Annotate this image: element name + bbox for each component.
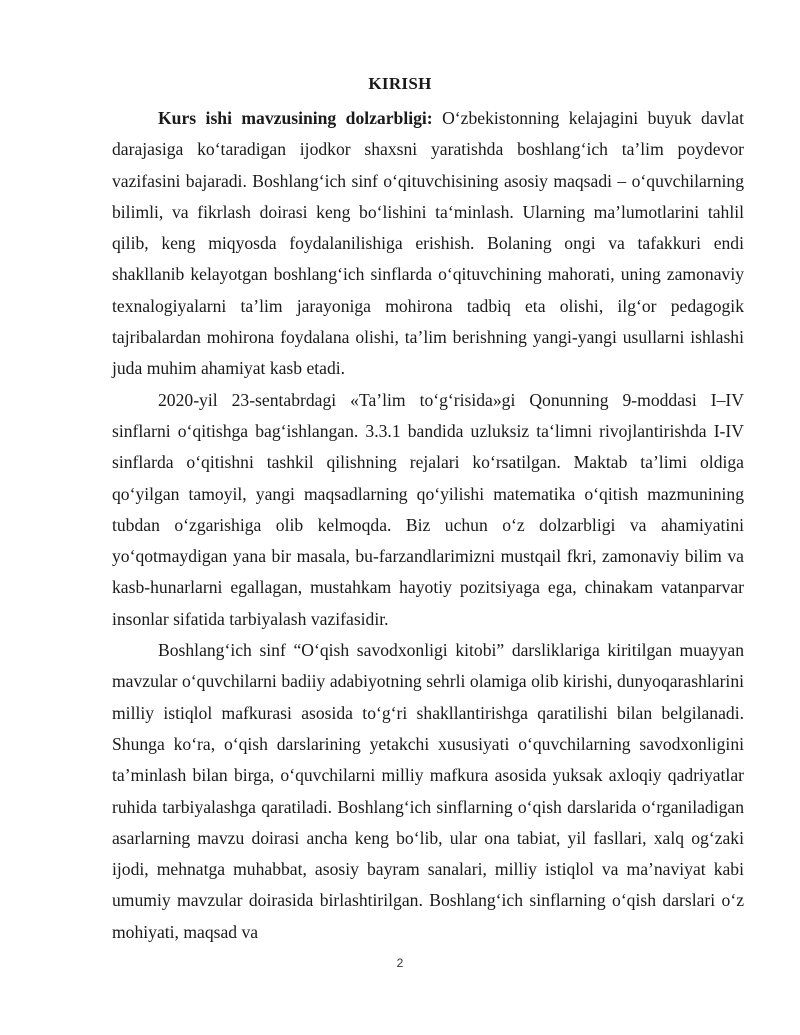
paragraph-text: O‘zbekistonning kelajagini buyuk davlat darajasiga ko‘taradigan ijodkor shaxsni yaratishda boshlang‘ich ta’lim poydevor vazifasini bajaradi. Boshlang‘ich sinf o‘qituvchisining asosiy maqsadi – o‘quvchilarning bilimli, va fikrlash doirasi keng bo‘lishini ta‘minlash. Ularning ma’lumotlarini tahlil qilib, keng miqyosda foydalanilishiga erishish. Bolaning ongi va tafakkuri endi shakllanib kelayotgan boshlang‘ich sinflarda o‘qituvchining mahorati, uning zamonaviy texnalogiyalarni ta’lim jarayoniga mohirona tadbiq eta olishi, ilg‘or pedagogik tajribalardan mohirona foydalana olishi, ta’lim berishning yangi-yangi usullarni ishlashi juda muhim ahamiyat kasb etadi. — [112, 108, 744, 379]
page-number: 2 — [396, 956, 404, 970]
section-heading: KIRISH — [368, 74, 432, 93]
body-text — [112, 103, 744, 948]
paragraph-relevance — [112, 103, 744, 385]
paragraph-law: 2020-yil 23-sentabrdagi «Ta’lim to‘g‘risida»gi Qonunning 9-moddasi I–IV sinflarni o‘qitishga bag‘ishlangan. 3.3.1 bandida uzluksiz ta‘limni rivojlantirishda I-IV sinflarda o‘qitishni tashkil qilishning rejalari ko‘rsatilgan. Maktab ta’limi oldiga qo‘yilgan tamoyil, yangi maqsadlarning qo‘yilishi matematika o‘qitish mazmunining tubdan o‘zgarishiga olib kelmoqda. Biz uchun o‘z dolzarbligi va ahamiyatini yo‘qotmaydigan yana bir masala, bu-farzandlarimizni mustqail fkri, zamonaviy bilim va kasb-hunarlarni egallagan, mustahkam hayotiy pozitsiyaga ega, chinakam vatanparvar insonlar sifatida tarbiyalash vazifasidir. — [112, 389, 744, 629]
paragraph-reading-lessons: Boshlang‘ich sinf “O‘qish savodxonligi kitobi” darsliklariga kiritilgan muayyan mavzular o‘quvchilarni badiiy adabiyotning sehrli olamiga olib kirishi, dunyoqarashlarini milliy istiqlol mafkurasi asosida to‘g‘ri shakllantirishga qaratilishi bilan belgilanadi. Shunga ko‘ra, o‘qish darslarining yetakchi xususiyati o‘quvchilarning savodxonligini ta’minlash bilan birga, o‘quvchilarni milliy mafkura asosida yuksak axloqiy qadriyatlar ruhida tarbiyalashga qaratiladi. Boshlang‘ich sinflarning o‘qish darslarida o‘rganiladigan asarlarning mavzu doirasi ancha keng bo‘lib, ular ona tabiat, yil fasllari, xalq og‘zaki ijodi, mehnatga muhabbat, asosiy bayram sanalari, milliy istiqlol va ma’naviyat kabi umumiy mavzular doirasida birlashtirilgan. Boshlang‘ich sinflarning o‘qish darslari o‘z mohiyati, maqsad va — [112, 640, 744, 942]
paragraph-lead: Kurs ishi mavzusining dolzarbligi: — [158, 108, 433, 128]
